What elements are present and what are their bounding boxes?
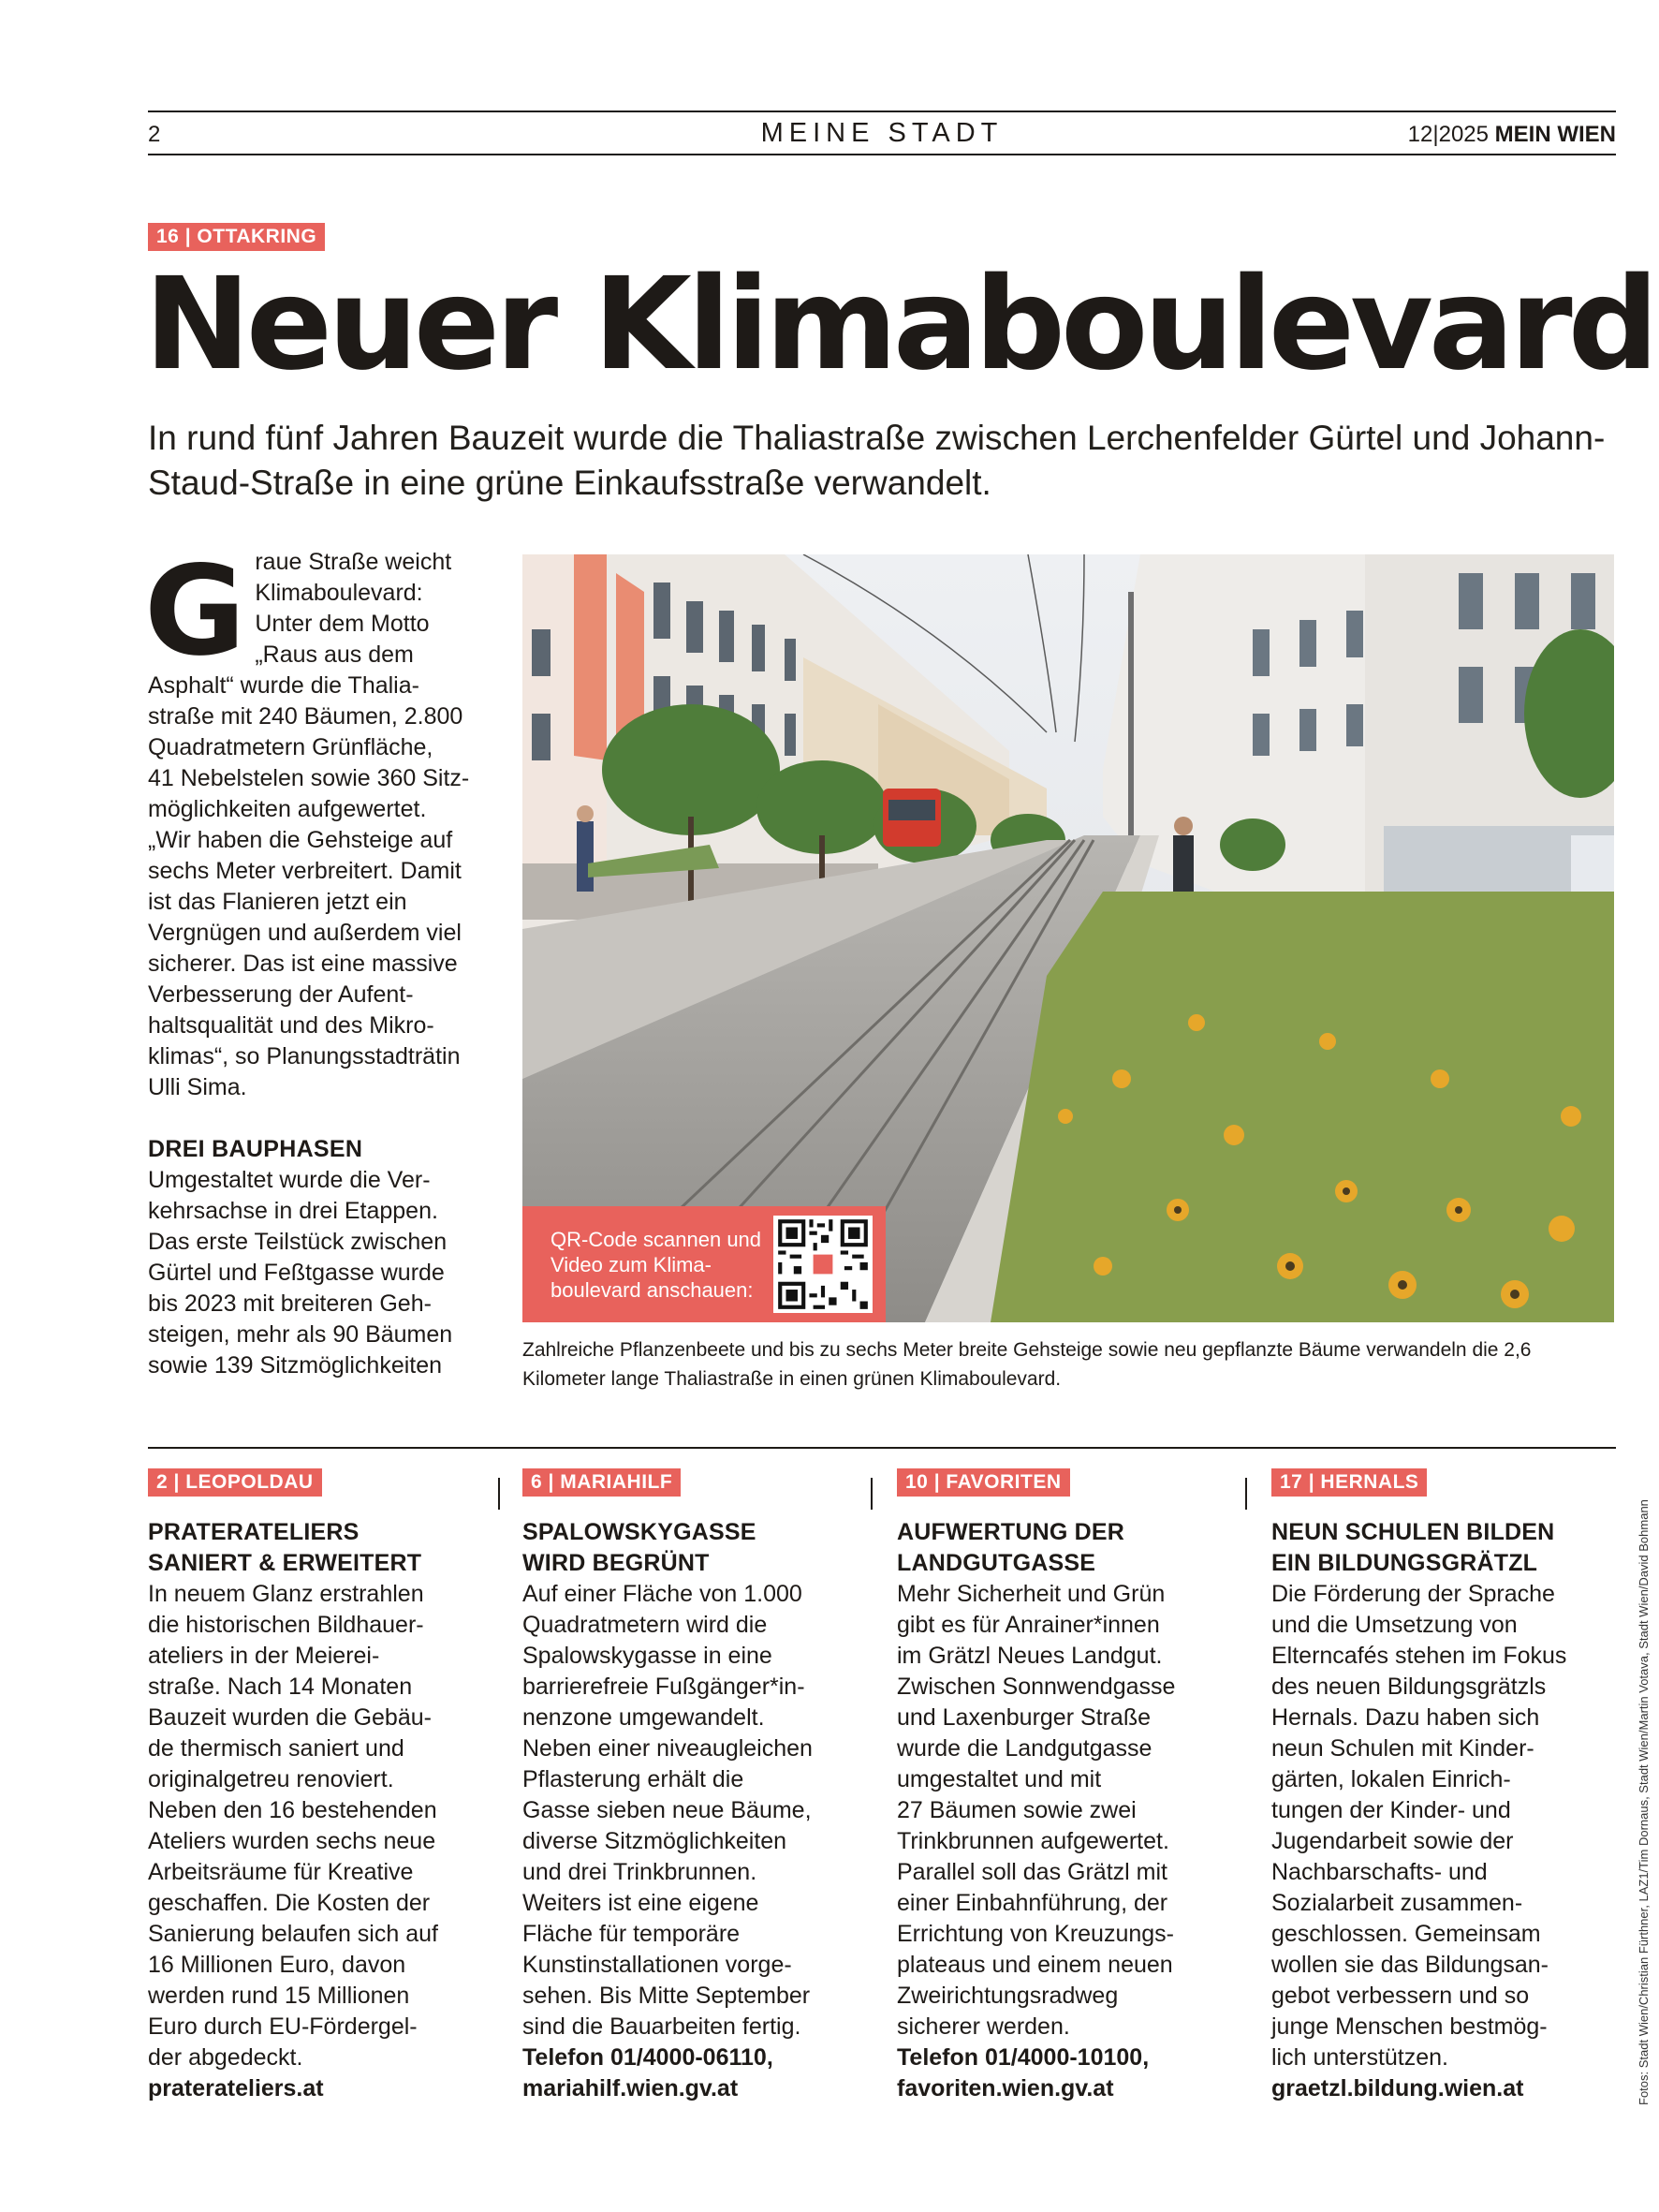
text-line: Nachbarschafts- und	[1271, 1859, 1488, 1885]
text-line: gärten, lokalen Einrich-	[1271, 1766, 1511, 1792]
text-line: Trinkbrunnen aufgewertet.	[897, 1828, 1169, 1854]
news-column	[522, 1468, 871, 2104]
text-line: Unter dem Motto	[255, 611, 430, 637]
qr-callout-line-2: Video zum Klima-	[551, 1253, 712, 1276]
text-line: und Laxenburger Straße	[897, 1704, 1152, 1731]
text-line: Das erste Teilstück zwischen	[148, 1229, 448, 1255]
text-line: einer Einbahnführung, der	[897, 1890, 1168, 1916]
column-body	[148, 1579, 496, 2073]
text-line: bis 2023 mit breiteren Geh-	[148, 1290, 432, 1317]
text-line: Vergnügen und außerdem viel	[148, 920, 462, 946]
page-header	[148, 120, 1616, 154]
text-line: umgestaltet und mit	[897, 1766, 1102, 1792]
text-line: Ateliers wurden sechs neue	[148, 1828, 436, 1854]
text-line: Klimaboulevard:	[255, 580, 423, 606]
district-tag: 2 | LEOPOLDAU	[148, 1468, 322, 1497]
district-tag: 17 | HERNALS	[1271, 1468, 1427, 1497]
text-line: klimas“, so Planungsstadträtin	[148, 1043, 461, 1069]
text-line: Quadratmetern Grünfläche,	[148, 734, 433, 760]
text-line: neun Schulen mit Kinder-	[1271, 1735, 1534, 1762]
contact-link[interactable]: mariahilf.wien.gv.at	[522, 2075, 739, 2101]
text-line: barrierefreie Fußgänger*in-	[522, 1674, 805, 1700]
text-line: Sozialarbeit zusammen-	[1271, 1890, 1523, 1916]
text-line: gibt es für Anrainer*innen	[897, 1612, 1160, 1638]
headline-line: SANIERT & ERWEITERT	[148, 1550, 422, 1576]
text-line: lich unterstützen.	[1271, 2044, 1448, 2071]
text-line: junge Menschen bestmög-	[1271, 2013, 1548, 2040]
text-line: Verbesserung der Aufent-	[148, 981, 414, 1008]
section-title: MEINE STADT	[760, 118, 1004, 148]
text-line: 27 Bäumen sowie zwei	[897, 1797, 1137, 1823]
qr-code-icon[interactable]	[773, 1216, 873, 1313]
text-line: Quadratmetern wird die	[522, 1612, 768, 1638]
bottom-section-rule	[148, 1447, 1616, 1449]
text-line: 41 Nebelstelen sowie 360 Sitz-	[148, 765, 470, 791]
text-line: Die Förderung der Sprache	[1271, 1581, 1555, 1607]
header-bottom-rule	[148, 154, 1616, 155]
text-line: wurde die Landgutgasse	[897, 1735, 1152, 1762]
text-line: 16 Millionen Euro, davon	[148, 1952, 406, 1978]
news-column	[1271, 1468, 1620, 2104]
text-line: originalgetreu renoviert.	[148, 1766, 394, 1792]
text-line: steigen, mehr als 90 Bäumen	[148, 1321, 453, 1348]
issue-info	[1408, 122, 1616, 148]
headline-line: PRATERATELIERS	[148, 1519, 360, 1545]
text-line: Errichtung von Kreuzungs-	[897, 1921, 1174, 1947]
text-line: sicherer. Das ist eine massive	[148, 951, 458, 977]
text-line: sehen. Bis Mitte September	[522, 1983, 811, 2009]
text-line: Pflasterung erhält die	[522, 1766, 744, 1792]
news-column	[148, 1468, 496, 2104]
text-line: Zweirichtungsradweg	[897, 1983, 1119, 2009]
news-column	[897, 1468, 1245, 2104]
qr-callout	[522, 1206, 886, 1322]
text-line: sowie 139 Sitzmöglichkeiten	[148, 1352, 443, 1379]
text-line: tungen der Kinder- und	[1271, 1797, 1511, 1823]
column-headline	[148, 1517, 496, 1579]
contact-phone: Telefon 01/4000-06110,	[522, 2044, 773, 2071]
column-body	[522, 1579, 871, 2042]
text-line: plateaus und einem neuen	[897, 1952, 1173, 1978]
headline-line: LANDGUTGASSE	[897, 1550, 1096, 1576]
column-divider-3	[1245, 1478, 1247, 1510]
header-top-rule	[148, 111, 1616, 112]
text-line: In neuem Glanz erstrahlen	[148, 1581, 424, 1607]
column-contact	[148, 2073, 496, 2104]
text-line: straße mit 240 Bäumen, 2.800	[148, 703, 463, 730]
text-line: gebot verbessern und so	[1271, 1983, 1530, 2009]
column-body	[1271, 1579, 1620, 2073]
text-line: Arbeitsräume für Kreative	[148, 1859, 414, 1885]
text-line: Umgestaltet wurde die Ver-	[148, 1167, 431, 1193]
text-line: werden rund 15 Millionen	[148, 1983, 410, 2009]
qr-callout-line-1: QR-Code scannen und	[551, 1228, 762, 1251]
contact-link[interactable]: praterateliers.at	[148, 2075, 324, 2101]
drop-cap: G	[144, 539, 246, 684]
text-line: Elterncafés stehen im Fokus	[1271, 1643, 1567, 1669]
text-line: „Raus aus dem	[255, 641, 414, 668]
headline-line: WIRD BEGRÜNT	[522, 1550, 710, 1576]
text-line: sechs Meter verbreitert. Damit	[148, 858, 462, 884]
district-tag: 10 | FAVORITEN	[897, 1468, 1070, 1497]
text-line: Ulli Sima.	[148, 1074, 247, 1100]
text-line: sicherer werden.	[897, 2013, 1070, 2040]
text-line: sind die Bauarbeiten fertig.	[522, 2013, 801, 2040]
column-headline	[522, 1517, 871, 1579]
text-line: und die Umsetzung von	[1271, 1612, 1518, 1638]
text-line: de thermisch saniert und	[148, 1735, 404, 1762]
photo-caption: Zahlreiche Pflanzenbeete und bis zu sechs Meter breite Gehsteige sowie neu gepflanzte Bäume verwandeln die 2,6 Kilometer lange Thaliastraße in einen grünen Klimaboulevard.	[522, 1339, 1532, 1390]
headline-line: EIN BILDUNGSGRÄTZL	[1271, 1550, 1538, 1576]
subhead-drei-bauphasen: DREI BAUPHASEN	[148, 1136, 363, 1162]
text-line: Weiters ist eine eigene	[522, 1890, 759, 1916]
district-tag-ottakring: 16 | OTTAKRING	[148, 223, 325, 251]
text-line: Jugendarbeit sowie der	[1271, 1828, 1514, 1854]
text-line: Bauzeit wurden die Gebäu-	[148, 1704, 432, 1731]
text-line: Euro durch EU-Fördergel-	[148, 2013, 418, 2040]
qr-callout-line-3: boulevard anschauen:	[551, 1278, 754, 1302]
text-line: kehrsachse in drei Etappen.	[148, 1198, 438, 1224]
issue-number: 12|2025	[1407, 122, 1489, 147]
text-line: Spalowskygasse in eine	[522, 1643, 772, 1669]
text-line: Neben den 16 bestehenden	[148, 1797, 437, 1823]
headline-line: NEUN SCHULEN BILDEN	[1271, 1519, 1555, 1545]
column-divider-2	[871, 1478, 873, 1510]
column-headline	[897, 1517, 1245, 1579]
text-line: Sanierung belaufen sich auf	[148, 1921, 438, 1947]
text-line: geschaffen. Die Kosten der	[148, 1890, 431, 1916]
text-line: Fläche für temporäre	[522, 1921, 741, 1947]
column-divider-1	[498, 1478, 500, 1510]
text-line: Kunstinstallationen vorge-	[522, 1952, 792, 1978]
text-line: und drei Trinkbrunnen.	[522, 1859, 757, 1885]
page-number: 2	[148, 122, 161, 147]
lead-phases-text	[148, 1165, 496, 1381]
text-line: Zwischen Sonnwendgasse	[897, 1674, 1176, 1700]
text-line: Gasse sieben neue Bäume,	[522, 1797, 812, 1823]
article-deck: In rund fünf Jahren Bauzeit wurde die Thaliastraße zwischen Lerchenfelder Gürtel und Johann-Staud-Straße in eine grüne Einkaufsstraße verwandelt.	[148, 419, 1606, 502]
contact-phone: Telefon 01/4000-10100,	[897, 2044, 1150, 2071]
text-line: der abgedeckt.	[148, 2044, 303, 2071]
text-line: geschlossen. Gemeinsam	[1271, 1921, 1541, 1947]
district-tag: 6 | MARIAHILF	[522, 1468, 681, 1497]
text-line: Neben einer niveaugleichen	[522, 1735, 813, 1762]
photo-credit-text: Fotos: Stadt Wien/Christian Fürthner, LAZ1/Tim Dornaus, Stadt Wien/Martin Votava, Stadt Wien/David Bohmann	[1637, 1499, 1651, 2105]
text-line: raue Straße weicht	[255, 549, 452, 575]
text-line: nenzone umgewandelt.	[522, 1704, 765, 1731]
text-line: „Wir haben die Gehsteige auf	[148, 827, 453, 853]
column-contact	[522, 2042, 871, 2104]
text-line: Gürtel und Feßtgasse wurde	[148, 1260, 445, 1286]
headline-line: SPALOWSKYGASSE	[522, 1519, 756, 1545]
text-line: Hernals. Dazu haben sich	[1271, 1704, 1540, 1731]
publication-name: MEIN WIEN	[1494, 122, 1616, 147]
text-line: Parallel soll das Grätzl mit	[897, 1859, 1167, 1885]
contact-link[interactable]: favoriten.wien.gv.at	[897, 2075, 1114, 2101]
column-body	[897, 1579, 1245, 2042]
text-line: haltsqualität und des Mikro-	[148, 1012, 434, 1039]
text-line: möglichkeiten aufgewertet.	[148, 796, 427, 822]
text-line: Auf einer Fläche von 1.000	[522, 1581, 802, 1607]
text-line: die historischen Bildhauer-	[148, 1612, 424, 1638]
text-line: Asphalt“ wurde die Thalia-	[148, 672, 419, 699]
contact-link[interactable]: graetzl.bildung.wien.at	[1271, 2075, 1524, 2101]
column-contact	[1271, 2073, 1620, 2104]
headline-line: AUFWERTUNG DER	[897, 1519, 1125, 1545]
lead-article-body	[144, 539, 496, 1381]
text-line: straße. Nach 14 Monaten	[148, 1674, 413, 1700]
text-line: im Grätzl Neues Landgut.	[897, 1643, 1163, 1669]
page-title: Neuer Klimaboulevard	[144, 251, 1654, 399]
text-line: ateliers in der Meierei-	[148, 1643, 380, 1669]
text-line: diverse Sitzmöglichkeiten	[522, 1828, 787, 1854]
column-contact	[897, 2042, 1245, 2104]
text-line: Mehr Sicherheit und Grün	[897, 1581, 1166, 1607]
text-line: des neuen Bildungsgrätzls	[1271, 1674, 1547, 1700]
text-line: ist das Flanieren jetzt ein	[148, 889, 407, 915]
column-headline	[1271, 1517, 1620, 1579]
text-line: wollen sie das Bildungsan-	[1271, 1952, 1549, 1978]
